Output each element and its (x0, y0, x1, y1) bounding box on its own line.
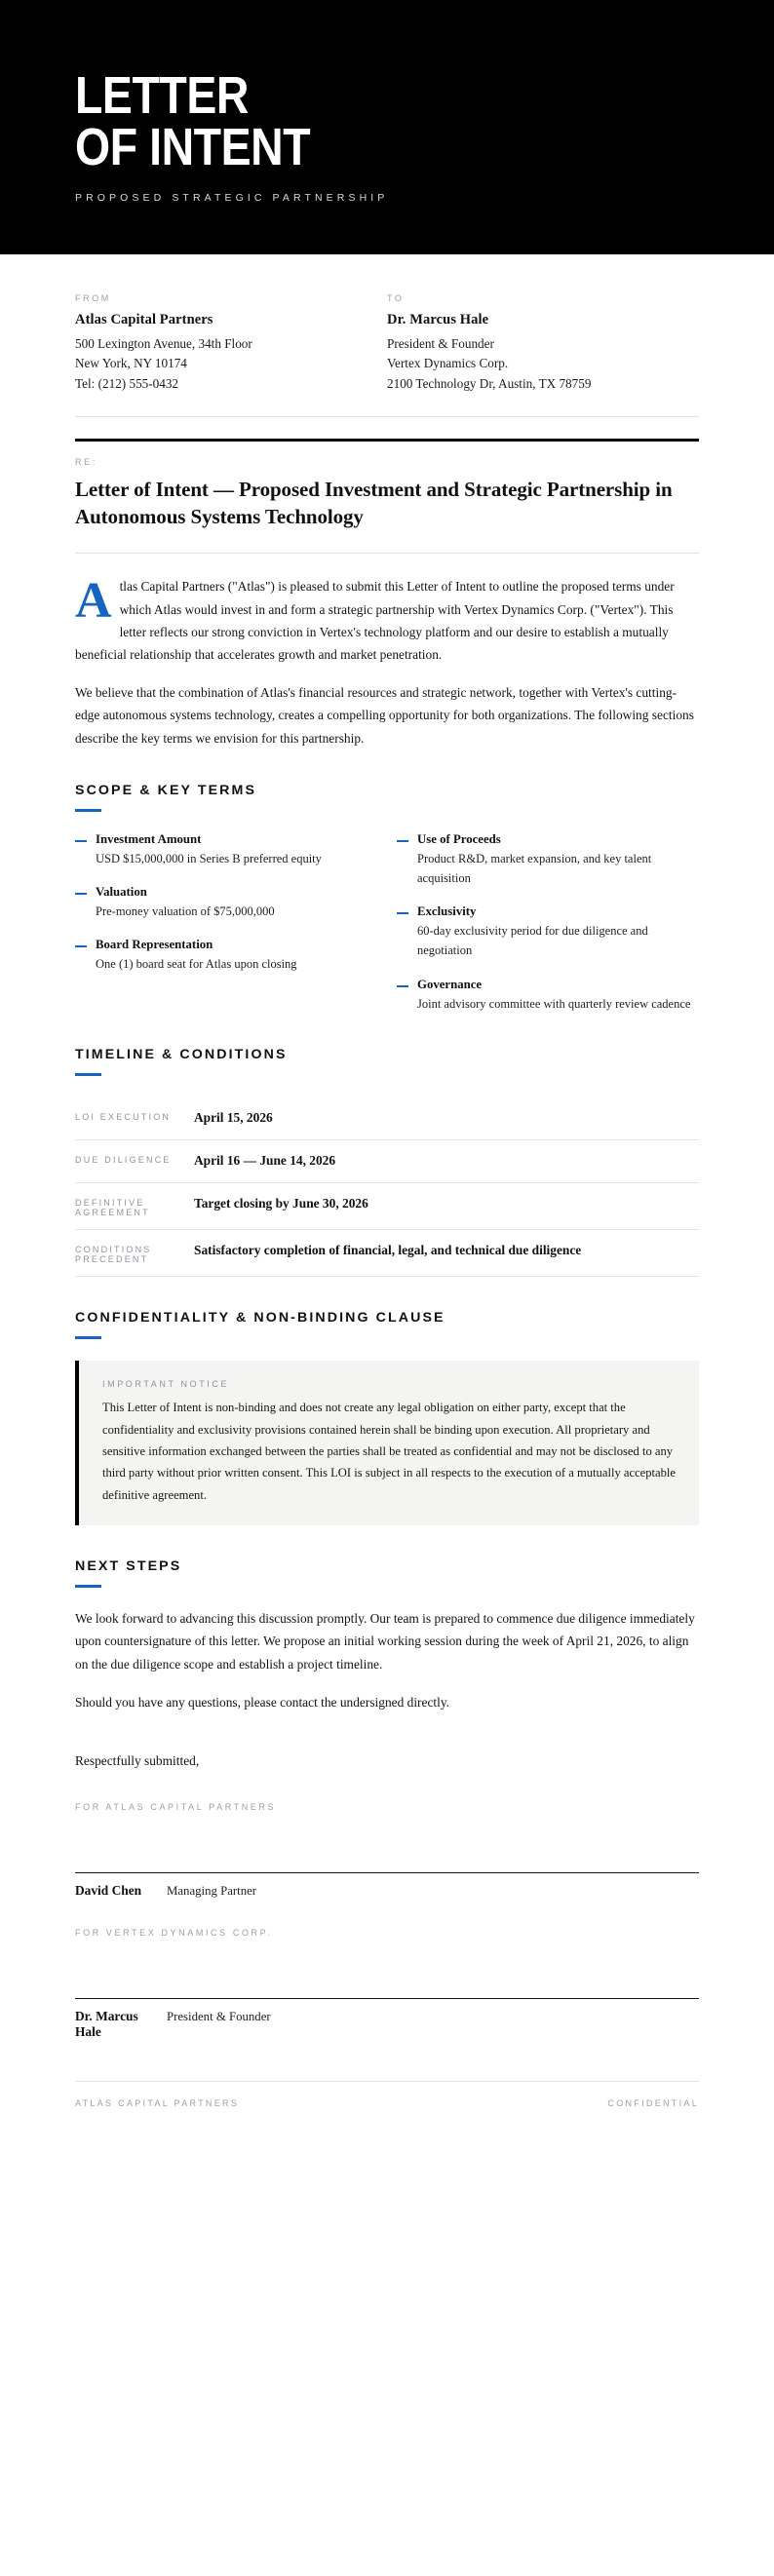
signature-role: President & Founder (167, 2009, 271, 2023)
key-term-title: Investment Amount (96, 831, 202, 846)
timeline-section (75, 1014, 699, 1277)
from-address-line-2: New York, NY 10174 (75, 356, 187, 371)
notice-text: This Letter of Intent is non-binding and does not create any legal obligation on either party, except that the confidentiality and exclusivity provisions contained herein shall be binding upon execution. All proprietary and sensitive information exchanged between the parties shall be treated as confidential and may not be disclosed to any third party without prior written consent. This LOI is subject in all respects to the execution of a mutually acceptable definitive agreement. (102, 1401, 677, 1502)
table-row (75, 1097, 699, 1140)
key-terms-grid (75, 832, 699, 1014)
signature-block-vertex (75, 1928, 699, 2040)
intro-paragraph-1-text: tlas Capital Partners ("Atlas") is pleased to submit this Letter of Intent to outline the proposed terms under which Atlas would invest in and form a strategic partnership with Vertex Dynamics Corp. ("Vertex"). This letter reflects our strong conviction in Vertex's technology platform and our desire to establish a mutually beneficial relationship that accelerates growth and market penetration. (75, 579, 675, 662)
next-steps-heading: NEXT STEPS (75, 1558, 182, 1575)
key-terms-column-left (75, 832, 387, 1014)
timeline-heading: TIMELINE & CONDITIONS (75, 1046, 288, 1062)
key-term-description: Pre-money valuation of $75,000,000 (96, 904, 275, 918)
dash-marker-icon (75, 945, 87, 947)
intro-paragraph-2: We believe that the combination of Atlas's financial resources and strategic network, together with Vertex's cutting-edge autonomous systems technology, creates a compelling opportunity for both organizations. The following sections describe the key terms we envision for this partnership. (75, 685, 694, 746)
dash-marker-icon (397, 840, 408, 842)
timeline-row-label: DEFINITIVE AGREEMENT (75, 1198, 150, 1218)
key-term-description: 60-day exclusivity period for due diligence and negotiation (417, 924, 648, 958)
key-term-description: One (1) board seat for Atlas upon closing (96, 957, 297, 972)
timeline-row-label: CONDITIONS PRECEDENT (75, 1245, 152, 1265)
key-term-title: Use of Proceeds (417, 831, 501, 846)
key-term-description: Joint advisory committee with quarterly review cadence (417, 996, 691, 1011)
key-terms-column-right (387, 832, 699, 1014)
from-phone: Tel: (212) 555-0432 (75, 375, 179, 391)
re-label: RE: (75, 457, 97, 468)
scope-accent-bar (75, 809, 101, 812)
dropcap-letter: A (75, 573, 112, 630)
to-label: TO (387, 292, 405, 303)
from-address-line-1: 500 Lexington Avenue, 34th Floor (75, 335, 252, 351)
masthead-subtitle: PROPOSED STRATEGIC PARTNERSHIP (75, 191, 389, 204)
important-notice-box (75, 1361, 699, 1525)
subject-title: Letter of Intent — Proposed Investment and Strategic Partnership in Autonomous Systems Technology (75, 478, 673, 529)
subject-section (75, 442, 699, 530)
to-title: President & Founder (387, 335, 494, 351)
footer-right-text: CONFIDENTIAL (607, 2097, 699, 2108)
parties-section (75, 254, 699, 394)
timeline-row-value: Target closing by June 30, 2026 (194, 1196, 368, 1211)
signature-identity (75, 1999, 699, 2040)
to-company: Vertex Dynamics Corp. (387, 356, 509, 371)
signature-org-label: FOR ATLAS CAPITAL PARTNERS (75, 1801, 277, 1812)
next-steps-paragraph-1: We look forward to advancing this discussion promptly. Our team is prepared to commence due diligence immediately upon countersignature of this letter. We propose an initial working session during the week of April 21, 2026, to align on the due diligence scope and establish a project timeline. (75, 1611, 695, 1672)
signature-org-label: FOR VERTEX DYNAMICS CORP. (75, 1927, 273, 1938)
key-term-title: Valuation (96, 884, 147, 899)
key-term-item (397, 832, 699, 889)
document-footer (75, 2081, 699, 2108)
timeline-row-value: April 16 — June 14, 2026 (194, 1153, 336, 1169)
key-term-description: USD $15,000,000 in Series B preferred equity (96, 851, 322, 865)
from-name: Atlas Capital Partners (75, 311, 213, 327)
footer-left-text: ATLAS CAPITAL PARTNERS (75, 2097, 240, 2108)
next-steps-section (75, 1525, 699, 1773)
confidentiality-accent-bar (75, 1336, 101, 1339)
document-masthead (0, 0, 774, 254)
key-term-title: Exclusivity (417, 904, 477, 919)
timeline-row-label: LOI EXECUTION (75, 1111, 172, 1122)
dash-marker-icon (397, 912, 408, 914)
timeline-accent-bar (75, 1073, 101, 1076)
parties-divider (75, 416, 699, 417)
party-from (75, 293, 387, 394)
masthead-title-line-2: OF INTENT (75, 117, 311, 176)
signature-name: David Chen (75, 1882, 142, 1898)
from-label: FROM (75, 292, 111, 303)
intro-paragraph-1 (75, 575, 699, 666)
signature-identity (75, 1873, 699, 1899)
key-term-item (75, 832, 362, 868)
to-name: Dr. Marcus Hale (387, 311, 489, 327)
scope-heading: SCOPE & KEY TERMS (75, 782, 257, 798)
signoff-text: Respectfully submitted, (75, 1752, 200, 1768)
next-steps-accent-bar (75, 1585, 101, 1588)
dash-marker-icon (75, 840, 87, 842)
signature-name: Dr. Marcus Hale (75, 2008, 138, 2039)
key-term-item (75, 938, 362, 974)
scope-section (75, 750, 699, 1014)
timeline-table (75, 1097, 699, 1277)
key-term-item (75, 885, 362, 921)
next-steps-body (75, 1607, 699, 1713)
notice-label: IMPORTANT NOTICE (102, 1379, 230, 1390)
table-row (75, 1140, 699, 1183)
key-term-title: Board Representation (96, 938, 213, 952)
dash-marker-icon (75, 893, 87, 895)
bottom-spacer (75, 2108, 699, 2178)
timeline-row-value: Satisfactory completion of financial, legal, and technical due diligence (194, 1243, 582, 1258)
party-to (387, 293, 699, 394)
intro-section (75, 554, 699, 749)
document-body (0, 254, 774, 2178)
masthead-title-line-1: LETTER (75, 66, 250, 125)
key-term-title: Governance (417, 977, 483, 991)
to-address: 2100 Technology Dr, Austin, TX 78759 (387, 375, 592, 391)
key-term-description: Product R&D, market expansion, and key talent acquisition (417, 851, 652, 885)
signature-role: Managing Partner (167, 1883, 257, 1898)
timeline-row-value: April 15, 2026 (194, 1109, 273, 1125)
signature-block-atlas (75, 1802, 699, 1899)
confidentiality-section (75, 1277, 699, 1525)
dash-marker-icon (397, 985, 408, 987)
confidentiality-heading: CONFIDENTIALITY & NON-BINDING CLAUSE (75, 1310, 445, 1326)
key-term-item (397, 904, 699, 961)
timeline-row-label: DUE DILIGENCE (75, 1155, 172, 1166)
key-term-item (397, 978, 699, 1014)
table-row (75, 1183, 699, 1230)
next-steps-paragraph-2: Should you have any questions, please contact the undersigned directly. (75, 1694, 450, 1710)
table-row (75, 1230, 699, 1277)
page-title (75, 66, 611, 176)
